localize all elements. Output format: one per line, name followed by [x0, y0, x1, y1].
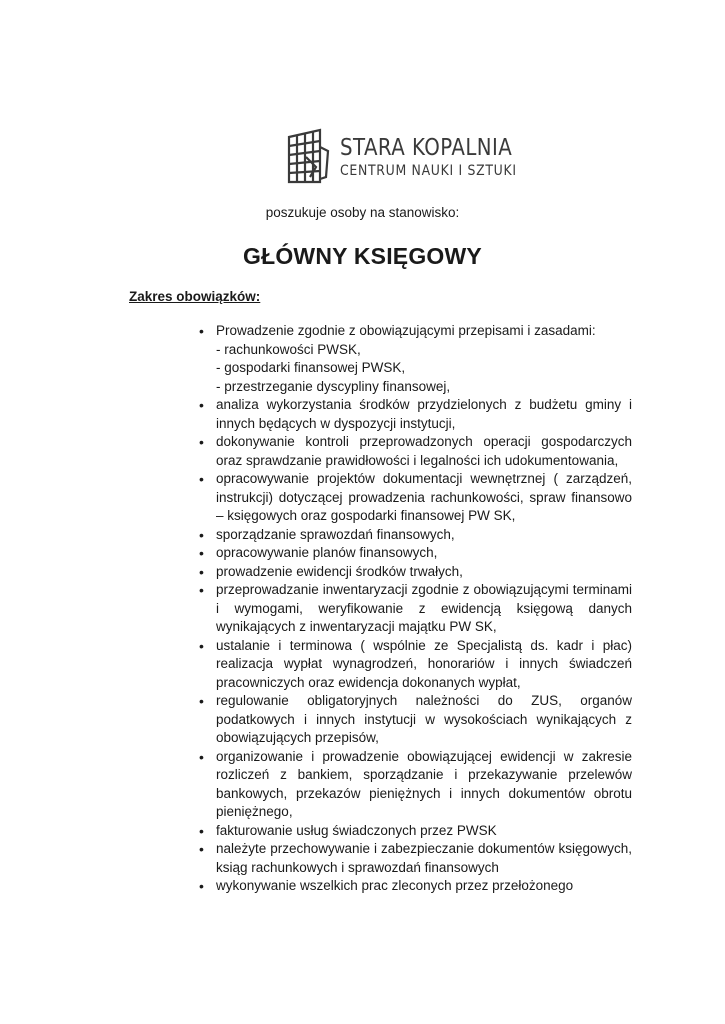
logo-subtitle: CENTRUM NAUKI I SZTUKI: [340, 163, 517, 179]
duty-item: • dokonywanie kontroli przeprowadzonych operacji gospodarczych oraz sprawdzanie prawidłowości i legalności ich udokumentowania,: [180, 433, 632, 470]
duty-subitem: - przestrzeganie dyscypliny finansowej,: [216, 378, 451, 394]
logo-text: [340, 136, 545, 180]
duty-item: • należyte przechowywanie i zabezpieczanie dokumentów księgowych, ksiąg rachunkowych i sprawozdań finansowych: [180, 840, 632, 877]
building-icon: [286, 127, 330, 185]
duty-item: • wykonywanie wszelkich prac zleconych przez przełożonego: [180, 877, 632, 896]
intro-text: poszukuje osoby na stanowisko:: [265, 205, 460, 220]
job-title: GŁÓWNY KSIĘGOWY: [243, 243, 482, 269]
duty-item: • fakturowanie usług świadczonych przez PWSK: [180, 822, 632, 841]
duty-item: • opracowywanie planów finansowych,: [180, 544, 632, 563]
duties-list: [180, 322, 632, 896]
duty-item: • przeprowadzanie inwentaryzacji zgodnie z obowiązującymi terminami i wymogami, weryfikowanie z ewidencją księgową danych wynikających z inwentaryzacji majątku PW SK,: [180, 581, 632, 637]
duty-item: • opracowywanie projektów dokumentacji wewnętrznej ( zarządzeń, instrukcji) dotyczącej prowadzenia rachunkowości, spraw finansowo – księgowych oraz gospodarki finansowej PW SK,: [180, 470, 632, 526]
duty-item: • regulowanie obligatoryjnych należności do ZUS, organów podatkowych i innych instytucji w wysokościach wynikających z obowiązujących przepisów,: [180, 692, 632, 748]
duty-subitem: - gospodarki finansowej PWSK,: [216, 360, 406, 375]
duty-item: [180, 322, 632, 396]
logo-name: STARA KOPALNIA: [340, 135, 513, 161]
duty-item: • sporządzanie sprawozdań finansowych,: [180, 526, 632, 545]
duty-item: • prowadzenie ewidencji środków trwałych,: [180, 563, 632, 582]
section-heading: Zakres obowiązków:: [129, 289, 261, 304]
duty-item: • organizowanie i prowadzenie obowiązującej ewidencji w zakresie rozliczeń z bankiem, sporządzanie i przekazywanie przelewów bankowych, przekazów pieniężnych i innych dokumentów obrotu pieniężnego,: [180, 748, 632, 822]
duty-text: Prowadzenie zgodnie z obowiązującymi przepisami i zasadami:: [216, 323, 596, 338]
logo: [286, 127, 545, 185]
duty-item: • ustalanie i terminowa ( wspólnie ze Specjalistą ds. kadr i płac) realizacja wypłat wynagrodzeń, honorariów i innych świadczeń pracowniczych oraz ewidencja dokonanych wypłat,: [180, 637, 632, 693]
duty-item: • analiza wykorzystania środków przydzielonych z budżetu gminy i innych będących w dyspozycji instytucji,: [180, 396, 632, 433]
duty-subitem: - rachunkowości PWSK,: [216, 341, 361, 357]
